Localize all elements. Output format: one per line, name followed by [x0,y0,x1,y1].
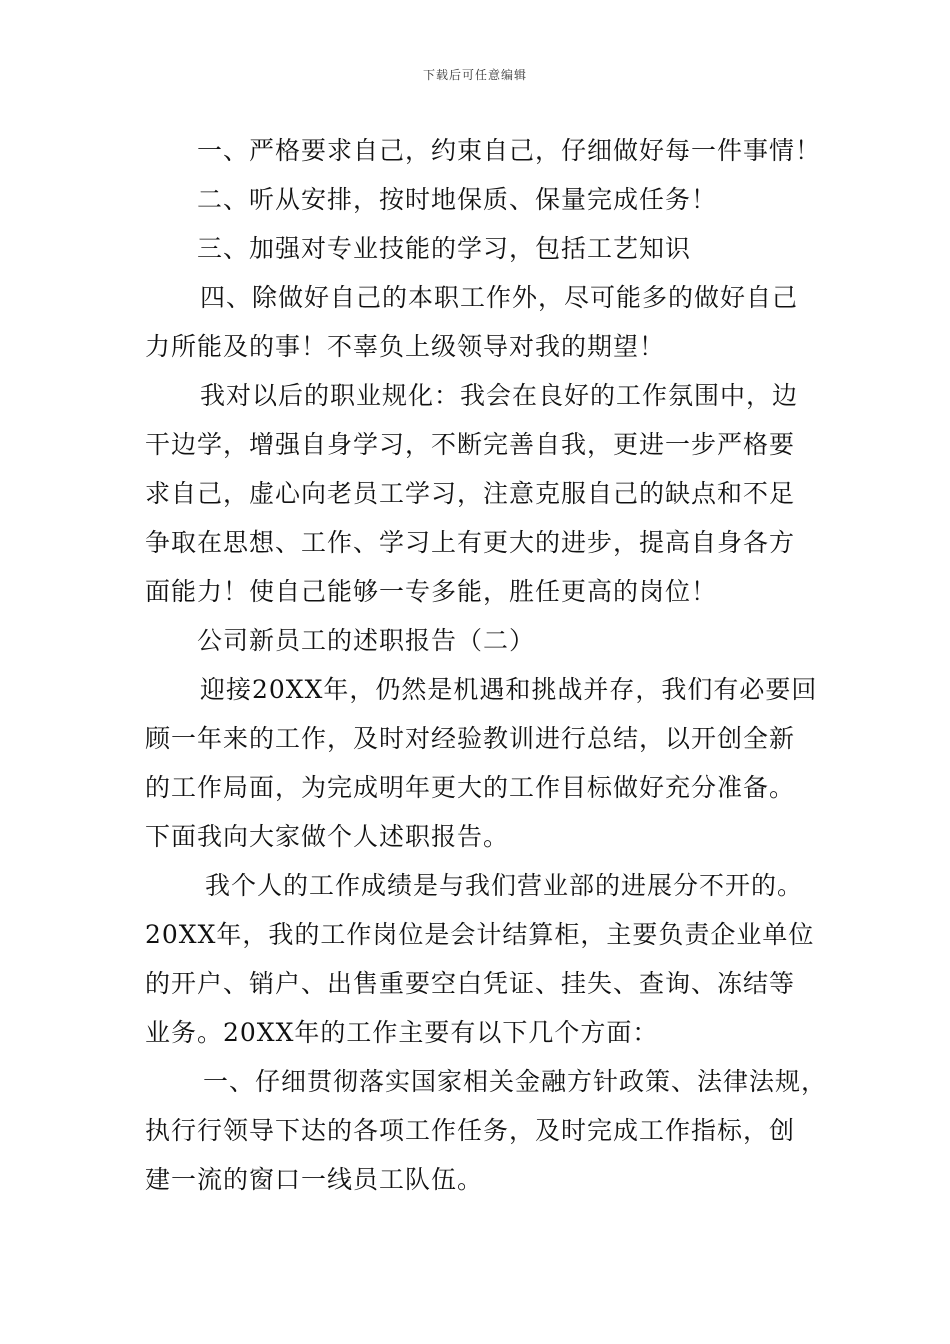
paragraph-line: 三、加强对专业技能的学习，包括工艺知识 [197,234,692,263]
section-title: 公司新员工的述职报告（二） [197,626,536,655]
paragraph-line: 下面我向大家做个人述职报告。 [145,822,510,851]
paragraph-line: 一、仔细贯彻落实国家相关金融方针政策、法律法规， [203,1067,828,1096]
paragraph-line: 迎接20XX年，仍然是机遇和挑战并存，我们有必要回 [200,675,818,704]
paragraph-line: 我个人的工作成绩是与我们营业部的进展分不开的。 [205,871,804,900]
paragraph-line: 干边学，增强自身学习，不断完善自我，更进一步严格要 [145,430,796,459]
paragraph-line: 四、除做好自己的本职工作外，尽可能多的做好自己 [200,283,799,312]
paragraph-line: 建一流的窗口一线员工队伍。 [145,1165,484,1194]
header-note: 下载后可任意编辑 [422,68,527,82]
paragraph-line: 执行行领导下达的各项工作任务，及时完成工作指标，创 [145,1116,796,1145]
paragraph-line: 争取在思想、工作、学习上有更大的进步，提高自身各方 [145,528,796,557]
paragraph-line: 我对以后的职业规化：我会在良好的工作氛围中，边 [200,381,799,410]
paragraph-line: 20XX年，我的工作岗位是会计结算柜，主要负责企业单位 [145,920,815,949]
paragraph-line: 二、听从安排，按时地保质、保量完成任务！ [197,185,718,214]
paragraph-line: 的工作局面，为完成明年更大的工作目标做好充分准备。 [145,773,796,802]
document-body [145,126,828,1204]
paragraph-line: 顾一年来的工作，及时对经验教训进行总结，以开创全新 [145,724,796,753]
paragraph-line: 力所能及的事！不辜负上级领导对我的期望！ [145,332,666,361]
paragraph-line: 一、严格要求自己，约束自己，仔细做好每一件事情！ [197,136,822,165]
paragraph-line: 面能力！使自己能够一专多能，胜任更高的岗位！ [145,577,718,606]
paragraph-line: 的开户、销户、出售重要空白凭证、挂失、查询、冻结等 [145,969,796,998]
paragraph-line: 业务。20XX年的工作主要有以下几个方面： [145,1018,659,1047]
paragraph-line: 求自己，虚心向老员工学习，注意克服自己的缺点和不足 [145,479,796,508]
